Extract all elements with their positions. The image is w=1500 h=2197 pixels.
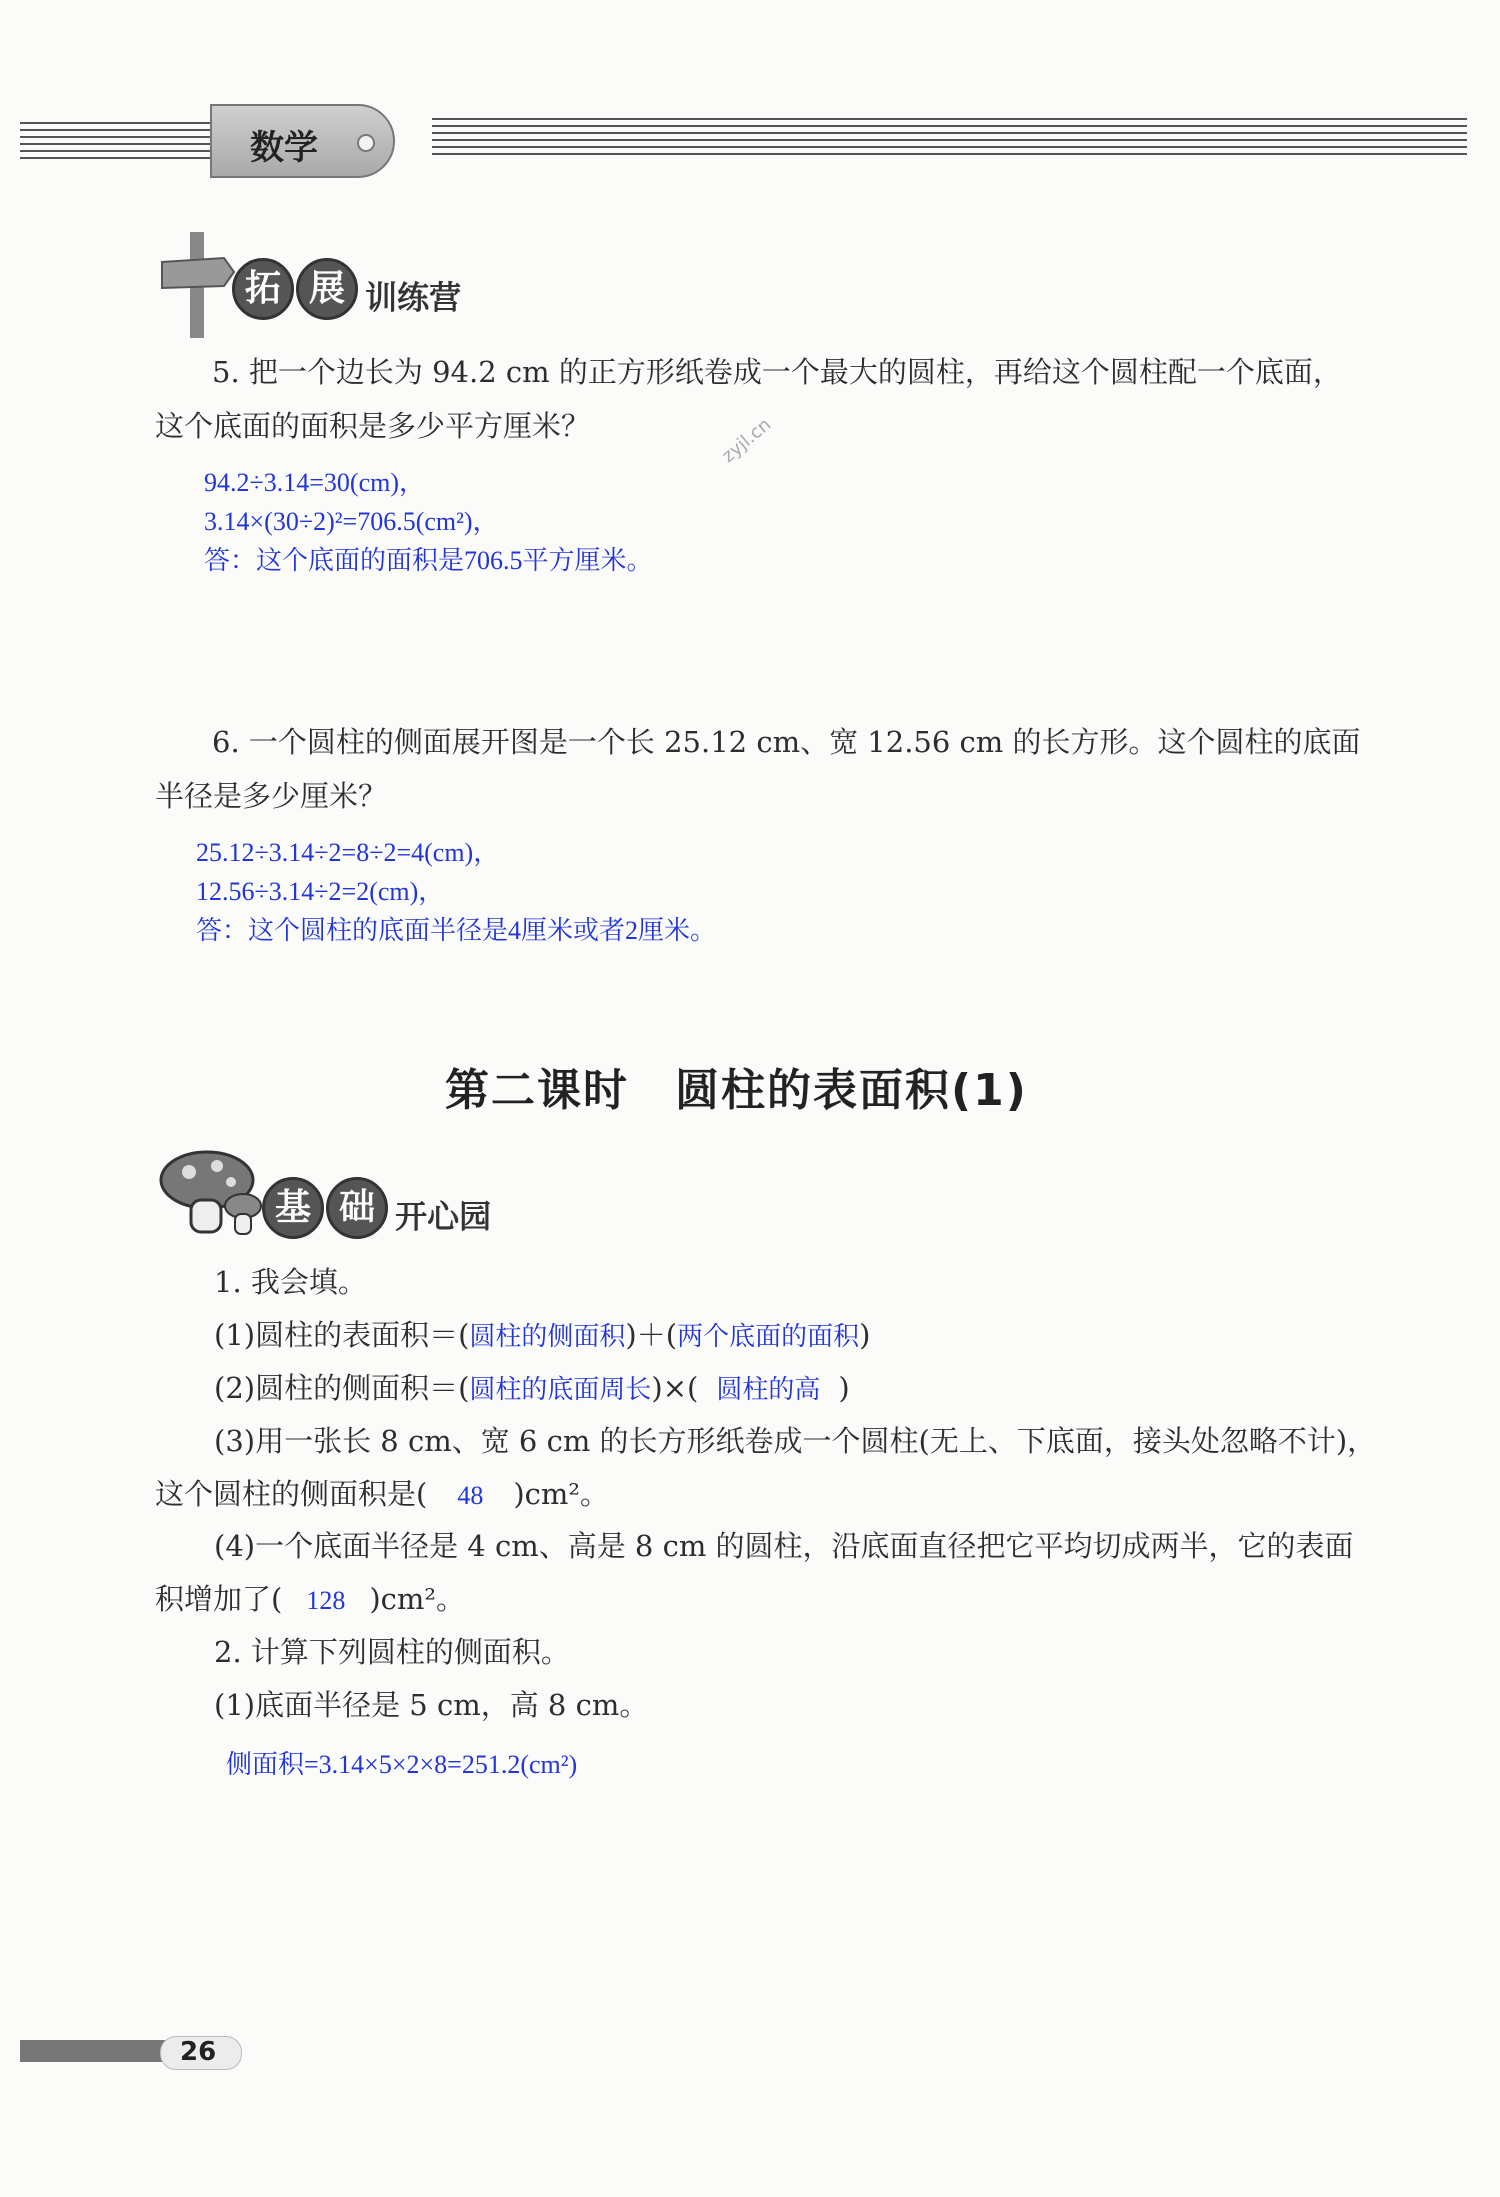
q5-line2: 这个底面的面积是多少平方厘米？ (155, 409, 591, 443)
banner-rest: 训练营 (365, 278, 462, 317)
header-rule-left (20, 122, 215, 164)
q1-item-3-line2 (155, 1474, 609, 1516)
q6-line1: 6. 一个圆柱的侧面展开图是一个长 25.12 cm、宽 12.56 cm 的长方形。这个圆柱的底面 (212, 725, 1361, 759)
q1-3-prefix: 这个圆柱的侧面积是( (155, 1477, 428, 1511)
tab-hole-icon (357, 134, 375, 152)
q1-2-answer-1: 圆柱的底面周长 (469, 1375, 652, 1404)
q6-line2: 半径是多少厘米？ (155, 779, 388, 813)
q1-1-answer-1: 圆柱的侧面积 (469, 1322, 626, 1351)
q1-item-4-line2 (155, 1579, 465, 1621)
page-number: 26 (180, 2037, 217, 2067)
q1-1-mid: )＋( (625, 1318, 678, 1352)
q6-answer-3: 答：这个圆柱的底面半径是4厘米或者2厘米。 (196, 916, 717, 945)
section-banner-basics (262, 1177, 491, 1239)
banner-rest-2: 开心园 (395, 1197, 492, 1236)
q1-2-mid: )×( (651, 1371, 699, 1405)
watermark: zyjl.cn (717, 414, 776, 467)
q5-answer-3: 答：这个底面的面积是706.5平方厘米。 (204, 546, 653, 575)
q1-3-suffix: )cm²。 (513, 1477, 610, 1511)
q1-3-answer: 48 (457, 1481, 484, 1510)
q1-2-prefix: (2)圆柱的侧面积＝( (214, 1371, 470, 1405)
lesson-title: 第二课时 圆柱的表面积(1) (445, 1065, 1028, 1116)
q6-answer-1: 25.12÷3.14÷2=8÷2=4(cm)， (196, 838, 500, 867)
banner-badge-3: 基 (262, 1177, 324, 1239)
q2-heading: 2. 计算下列圆柱的侧面积。 (214, 1635, 570, 1669)
q5-answer-2: 3.14×(30÷2)²=706.5(cm²)， (204, 507, 499, 536)
q1-1-prefix: (1)圆柱的表面积＝( (214, 1318, 470, 1352)
q1-heading: 1. 我会填。 (214, 1265, 367, 1299)
banner-badge-4: 础 (326, 1177, 388, 1239)
q2-answer-1: 侧面积=3.14×5×2×8=251.2(cm²) (226, 1750, 578, 1779)
q1-2-answer-2: 圆柱的高 (716, 1375, 821, 1404)
q1-4-prefix: 积增加了( (155, 1582, 283, 1616)
q1-item-2 (214, 1368, 850, 1410)
q1-1-suffix: ) (859, 1318, 871, 1352)
q1-1-answer-2: 两个底面的面积 (677, 1322, 860, 1351)
section-banner-extension (232, 258, 461, 320)
banner-badge-2: 展 (296, 258, 358, 320)
banner-badge-1: 拓 (232, 258, 294, 320)
q2-item-1: (1)底面半径是 5 cm，高 8 cm。 (214, 1688, 649, 1722)
q6-answer-2: 12.56÷3.14÷2=2(cm)， (196, 877, 445, 906)
q1-item-1 (214, 1315, 870, 1357)
q1-2-suffix: ) (838, 1371, 850, 1405)
q1-item-4-line1: (4)一个底面半径是 4 cm、高是 8 cm 的圆柱，沿底面直径把它平均切成两半，它的表面 (214, 1529, 1354, 1563)
q5-line1: 5. 把一个边长为 94.2 cm 的正方形纸卷成一个最大的圆柱，再给这个圆柱配一个底面， (212, 355, 1342, 389)
mushroom-icon (155, 1148, 265, 1238)
q5-answer-1: 94.2÷3.14=30(cm)， (204, 468, 426, 497)
q1-4-answer: 128 (306, 1586, 346, 1615)
signpost-icon (160, 232, 240, 342)
footer-bar (20, 2040, 170, 2062)
subject-label: 数学 (250, 128, 318, 168)
subject-tab (210, 104, 395, 178)
q1-4-suffix: )cm²。 (369, 1582, 466, 1616)
header-rule-right (432, 118, 1467, 160)
q1-item-3-line1: (3)用一张长 8 cm、宽 6 cm 的长方形纸卷成一个圆柱(无上、下底面，接头处忽略不计)， (214, 1424, 1377, 1458)
